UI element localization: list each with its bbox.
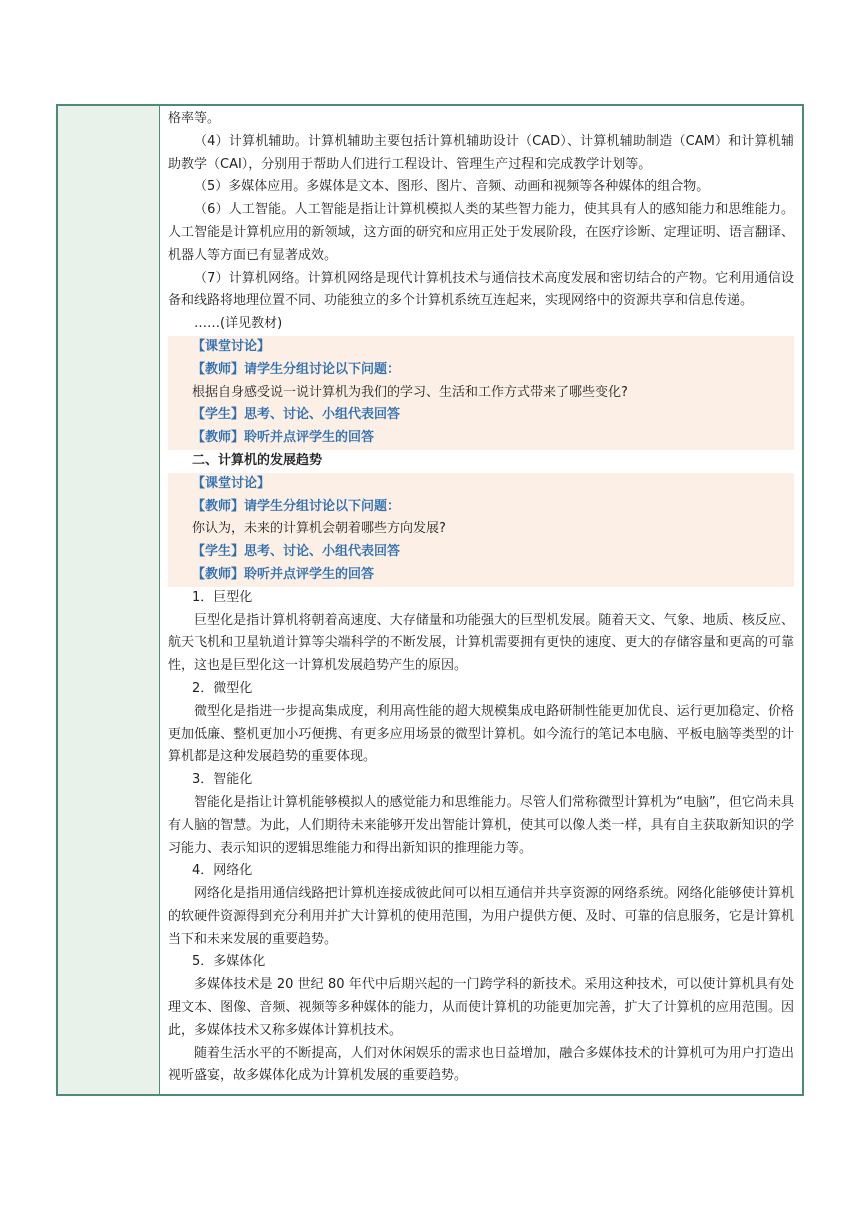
paragraph: （7）计算机网络。计算机网络是现代计算机技术与通信技术高度发展和密切结合的产物。它利用通信设备和线路将地理位置不同、功能独立的多个计算机系统互连起来，实现网络中的资源共享和信息传递。 (168, 270, 794, 309)
discussion-title: 【课堂讨论】 (192, 338, 271, 354)
paragraph: （4）计算机辅助。计算机辅助主要包括计算机辅助设计（CAD）、计算机辅助制造（CAM）和计算机辅助教学（CAI），分别用于帮助人们进行工程设计、管理生产过程和完成教学计划等。 (168, 133, 794, 172)
trend-heading: 4．网络化 (192, 863, 253, 879)
trend-paragraph: 巨型化是指计算机将朝着高速度、大存储量和功能强大的巨型机发展。随着天文、气象、地质、核反应、航天飞机和卫星轨道计算等尖端科学的不断发展，计算机需要拥有更快的速度、更大的存储容量和更高的可靠性，这也是巨型化这一计算机发展趋势产生的原因。 (168, 612, 794, 674)
trend-paragraph: 多媒体技术是 20 世纪 80 年代中后期兴起的一门跨学科的新技术。采用这种技术，可以使计算机具有处理文本、图像、音频、视频等多种媒体的能力，从而使计算机的功能更加完善，扩大了计算机的应用范围。因此，多媒体技术又称多媒体计算机技术。 (168, 977, 794, 1038)
paragraph: 格率等。 (168, 111, 221, 126)
teacher-review: 【教师】聆听并点评学生的回答 (192, 430, 375, 446)
trend-paragraph: 随着生活水平的不断提高，人们对休闲娱乐的需求也日益增加，融合多媒体技术的计算机可为用户打造出视听盛宴，故多媒体化成为计算机发展的重要趋势。 (168, 1045, 794, 1084)
teacher-prompt: 【教师】请学生分组讨论以下问题： (192, 361, 401, 377)
discussion-question: 根据自身感受说一说计算机为我们的学习、生活和工作方式带来了哪些变化? (192, 384, 628, 400)
trend-paragraph: 智能化是指让计算机能够模拟人的感觉能力和思维能力。尽管人们常称微型计算机为“电脑”，但它尚未具有人脑的智慧。为此，人们期待未来能够开发出智能计算机，使其可以像人类一样，具有自主获取新知识的学习能力、表示知识的逻辑思维能力和得出新知识的推理能力等。 (168, 794, 794, 856)
paragraph: ……(详见教材) (194, 316, 283, 332)
trend-heading: 3．智能化 (192, 772, 253, 788)
trend-paragraph: 网络化是指用通信线路把计算机连接成彼此间可以相互通信并共享资源的网络系统。网络化能够使计算机的软硬件资源得到充分利用并扩大计算机的使用范围，为用户提供方便、及时、可靠的信息服务，它是计算机当下和未来发展的重要趋势。 (168, 886, 794, 947)
trend-paragraph: 微型化是指进一步提高集成度，利用高性能的超大规模集成电路研制性能更加优良、运行更加稳定、价格更加低廉、整机更加小巧便携、有更多应用场景的微型计算机。如今流行的笔记本电脑、平板电脑等类型的计算机都是这种发展趋势的重要体现。 (168, 703, 794, 765)
student-response: 【学生】思考、讨论、小组代表回答 (192, 407, 401, 423)
lesson-table (56, 104, 804, 1096)
teacher-review: 【教师】聆听并点评学生的回答 (192, 566, 375, 582)
table-content-cell (160, 106, 802, 1094)
table-left-column (58, 106, 160, 1094)
paragraph: （5）多媒体应用。多媒体是文本、图形、图片、音频、动画和视频等各种媒体的组合物。 (194, 179, 710, 195)
section-heading: 二、计算机的发展趋势 (192, 452, 323, 468)
trend-heading: 5．多媒体化 (192, 954, 266, 970)
trend-heading: 1．巨型化 (192, 589, 253, 605)
trend-heading: 2．微型化 (192, 680, 253, 696)
discussion-box (168, 473, 794, 587)
teacher-prompt: 【教师】请学生分组讨论以下问题： (192, 498, 401, 514)
paragraph: （6）人工智能。人工智能是指让计算机模拟人类的某些智力能力，使其具有人的感知能力和思维能力。人工智能是计算机应用的新领域，这方面的研究和应用正处于发展阶段，在医疗诊断、定理证明、语言翻译、机器人等方面已有显著成效。 (168, 202, 794, 263)
discussion-box (168, 336, 794, 450)
discussion-question: 你认为，未来的计算机会朝着哪些方向发展? (192, 521, 446, 537)
student-response: 【学生】思考、讨论、小组代表回答 (192, 544, 401, 560)
discussion-title: 【课堂讨论】 (192, 475, 271, 491)
